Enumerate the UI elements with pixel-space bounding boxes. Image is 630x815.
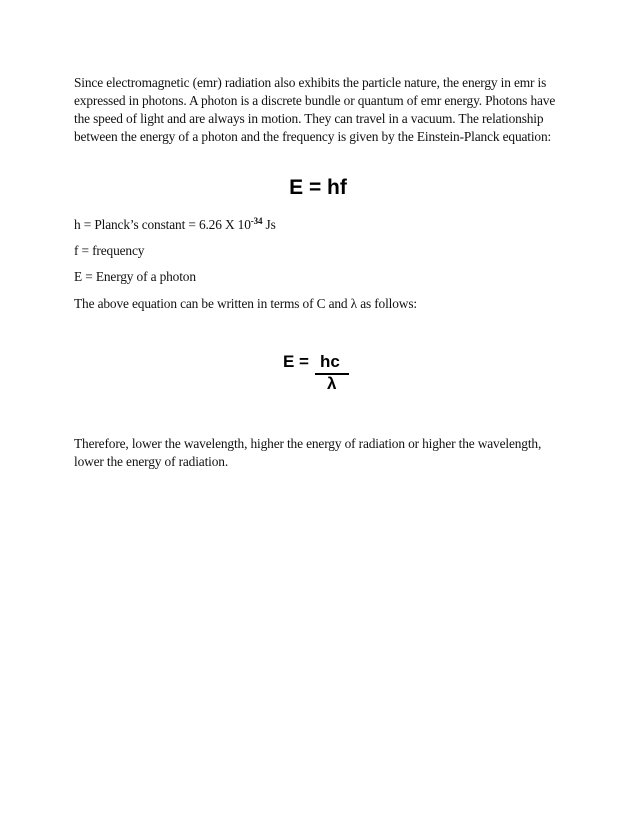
equation-e-hf: E = hf — [289, 176, 347, 199]
planck-constant-text: h = Planck’s constant = 6.26 X 10 — [74, 217, 251, 232]
planck-constant-exponent: -34 — [250, 216, 263, 226]
planck-constant-unit: Js — [262, 217, 276, 232]
einstein-planck-equation — [0, 176, 630, 200]
equation2-numerator: hc — [320, 352, 340, 371]
intro-paragraph: Since electromagnetic (emr) radiation also exhibits the particle nature, the energy in emr is expressed in photons. A photon is a discrete bundle or quantum of emr energy. Photons have the speed of light and are always in motion. They can travel in a vacuum. The relationship between the energy of a photon and the frequency is given by the Einstein-Planck equation: — [74, 75, 556, 144]
wavelength-form-intro: The above equation can be written in terms of C and λ as follows: — [74, 296, 417, 311]
wavelength-equation — [283, 352, 363, 396]
equation2-lhs: E = — [283, 352, 309, 371]
equation2-denominator: λ — [327, 374, 337, 393]
conclusion-paragraph: Therefore, lower the wavelength, higher the energy of radiation or higher the wavelength, lower the energy of radiation. — [74, 436, 542, 469]
definition-frequency: f = frequency — [74, 243, 145, 258]
definition-energy: E = Energy of a photon — [74, 269, 196, 284]
definition-planck-constant — [74, 217, 276, 233]
